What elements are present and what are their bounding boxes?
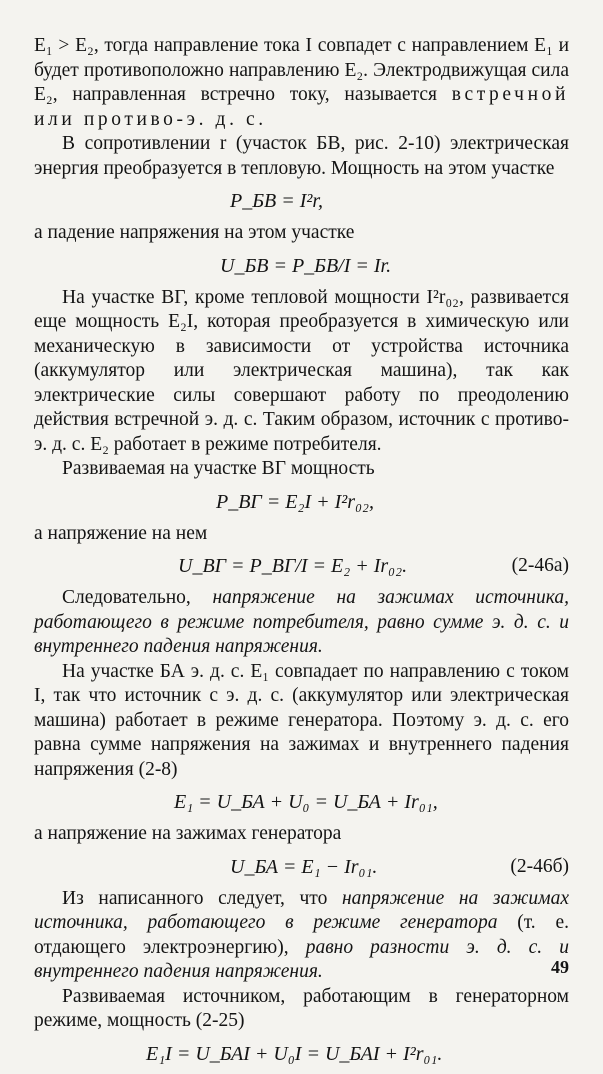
term-counter-emf: встречной или противо-э. д. с. xyxy=(34,84,570,130)
equation-2-body: U_БВ = P_БВ/I = Ir. xyxy=(220,254,392,277)
paragraph-10-emphasis-1: напряжение на зажимах источника, работающего в режиме генератора xyxy=(34,887,570,933)
equation-6 xyxy=(34,847,569,887)
paragraph-7 xyxy=(34,586,569,660)
paragraph-9: а напряжение на зажимах генератора xyxy=(34,823,342,844)
equation-2 xyxy=(34,246,569,286)
paragraph-4: На участке ВГ, кроме тепловой мощности I²r₀₂, развивается еще мощность E₂I, которая преобразуется в химическую или механическую в зависимости от устройства источника (аккумулятор или электрическая машина), так как электрические силы совершают работу по преодолению действия встречной э. д. с. Таким образом, источник с противо-э. д. с. E₂ работает в режиме потребителя. xyxy=(34,286,569,455)
equation-3-body: P_ВГ = E₂I + I²r₀₂, xyxy=(216,490,374,513)
paragraph-1 xyxy=(34,34,569,132)
equation-4 xyxy=(34,546,569,586)
paragraph-7-lead: Следовательно, xyxy=(62,587,191,608)
paragraph-10 xyxy=(34,887,569,985)
equation-4-number: (2-46а) xyxy=(511,555,569,576)
equation-1 xyxy=(34,181,569,221)
paragraph-5: Развиваемая на участке ВГ мощность xyxy=(62,458,375,479)
paragraph-10-middle: (т. е. отдающего электроэнергию), xyxy=(34,912,569,958)
paragraph-10-lead: Из написанного следует, что xyxy=(62,887,328,909)
paragraph-8: На участке БА э. д. с. E₁ совпадает по направлению с током I, так что источник с э. д. с. (аккумулятор или электрическая машина) работает в режиме генератора. Поэтому э. д. с. его равна сумме напряжения на зажимах и внутреннего падения напряжения (2-8) xyxy=(34,660,569,780)
equation-7-body: E₁I = U_БАI + U₀I = U_БАI + I²r₀₁. xyxy=(146,1042,443,1065)
equation-7 xyxy=(34,1034,569,1074)
equation-3 xyxy=(34,482,569,522)
equation-5 xyxy=(34,782,569,822)
paragraph-11: Развиваемая источником, работающим в генераторном режиме, мощность (2-25) xyxy=(34,985,569,1031)
equation-6-number: (2-46б) xyxy=(510,855,569,877)
paragraph-7-emphasis: напряжение на зажимах источника, работающего в режиме потребителя, равно сумме э. д. с. и внутреннего падения напряжения. xyxy=(34,587,569,657)
equation-6-body: U_БА = E₁ − Ir₀₁. xyxy=(230,855,378,878)
equation-4-body: U_ВГ = P_ВГ/I = E₂ + Ir₀₂. xyxy=(178,555,408,577)
paragraph-2: В сопротивлении r (участок БВ, рис. 2-10) электрическая энергия преобразуется в тепловую. Мощность на этом участке xyxy=(34,133,569,179)
page-number: 49 xyxy=(551,957,569,977)
equation-1-body: P_БВ = I²r, xyxy=(230,190,323,212)
paragraph-3: а падение напряжения на этом участке xyxy=(34,222,355,243)
equation-5-body: E₁ = U_БА + U₀ = U_БА + Ir₀₁, xyxy=(174,791,438,813)
paragraph-1-text: E₁ > E₂, тогда направление тока I совпадет с направлением E₁ и будет противоположно направлению E₂. Электродвижущая сила E₂, направленная встречно току, называется xyxy=(34,35,569,105)
paragraph-10-emphasis-2: равно разности э. д. с. и внутреннего падения напряжения. xyxy=(34,936,569,982)
paragraph-6: а напряжение на нем xyxy=(34,522,208,544)
